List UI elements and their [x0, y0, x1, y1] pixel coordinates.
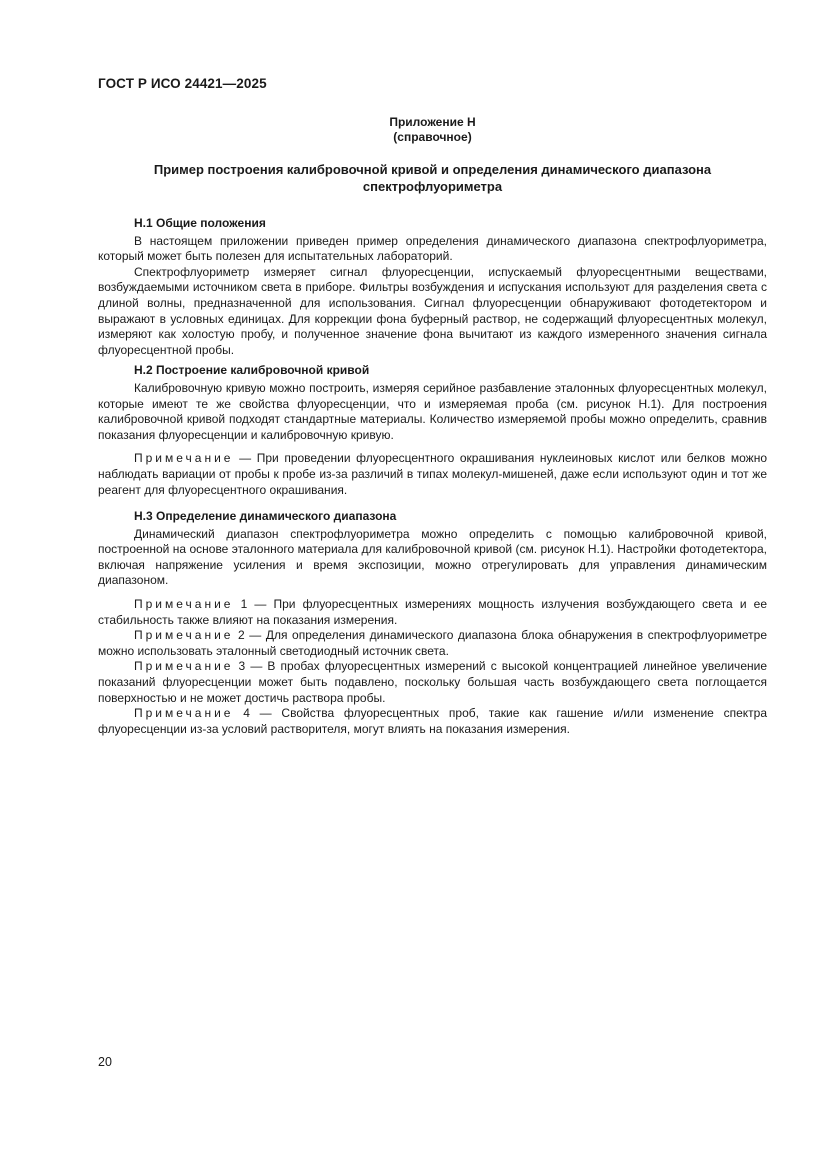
annex-title: Приложение Н	[389, 115, 476, 129]
note-text: — При проведении флуоресцентного окрашивания нуклеиновых кислот или белков можно наблюдать вариации от пробы к пробе из-за различий в типах молекул-мишеней, даже если используют один и тот же реагент для флуоресцентного окрашивания.	[98, 451, 767, 497]
note-text: 3 — В пробах флуоресцентных измерений с высокой концентрацией линейное увеличение показаний флуоресценции может быть подавлено, поскольку большая часть возбуждающего света поглощается поверхностью и не может достичь раствора пробы.	[98, 659, 767, 705]
note-label: Примечание	[134, 706, 234, 721]
page-title	[98, 161, 767, 195]
note-label: Примечание	[134, 628, 234, 643]
standard-header: ГОСТ Р ИСО 24421—2025	[98, 76, 267, 91]
note-text: 1 — При флуоресцентных измерениях мощность излучения возбуждающего света и ее стабильность также влияют на показания измерения.	[98, 597, 767, 627]
paragraph: Динамический диапазон спектрофлуориметра можно определить с помощью калибровочной кривой, построенной на основе эталонного материала для калибровочной кривой (см. рисунок Н.1). Настройки фотодетектора, включая напряжение усиления и время экспозиции, можно отрегулировать для управления динамическим диапазоном.	[98, 526, 767, 588]
note	[98, 659, 767, 706]
note-label: Примечание	[134, 659, 234, 674]
note-label: Примечание	[134, 451, 234, 466]
paragraph: Калибровочную кривую можно построить, измеряя серийное разбавление эталонных флуоресцентных молекул, которые имеют те же свойства флуоресценции, что и измеряемая проба (см. рисунок Н.1). Для построения калибровочной кривой подходят стандартные материалы. Количество измеряемой пробы можно определить, сравнив показания флуоресценции и калибровочную кривую.	[98, 380, 767, 442]
note	[98, 451, 767, 498]
page-title-line-1: Пример построения калибровочной кривой и определения динамического диапазона	[153, 162, 712, 177]
annex-heading	[98, 115, 767, 145]
note	[98, 597, 767, 628]
page-number: 20	[98, 1055, 112, 1069]
note-label: Примечание	[134, 597, 234, 612]
section-title-h1: Н.1 Общие положения	[134, 216, 266, 230]
note-text: 2 — Для определения динамического диапазона блока обнаружения в спектрофлуориметре можно использовать эталонный светодиодный источник света.	[98, 628, 767, 658]
section-title-h3: Н.3 Определение динамического диапазона	[134, 509, 397, 524]
page-title-line-2: спектрофлуориметра	[362, 179, 503, 194]
annex-type: (справочное)	[393, 130, 472, 144]
document-body	[98, 216, 767, 737]
paragraph: В настоящем приложении приведен пример определения динамического диапазона спектрофлуориметра, который может быть полезен для испытательных лабораторий.	[98, 233, 767, 264]
section-title-h2: Н.2 Построение калибровочной кривой	[134, 363, 370, 378]
paragraph: Спектрофлуориметр измеряет сигнал флуоресценции, испускаемый флуоресцентными веществами, возбуждаемыми источником света в приборе. Фильтры возбуждения и испускания используют для разделения света с длиной волны, предназначенной для использования. Сигнал флуоресценции обнаруживают фотодетектором и выражают в условных единицах. Для коррекции фона буферный раствор, не содержащий флуоресцентных молекул, измеряют как холостую пробу, и полученное значение фона вычитают из каждого измеренного значения сигнала флуоресцентной пробы.	[98, 264, 767, 357]
note-text: 4 — Свойства флуоресцентных проб, такие как гашение и/или изменение спектра флуоресценции из-за условий растворителя, могут влиять на показания измерения.	[98, 706, 767, 736]
note	[98, 628, 767, 659]
note	[98, 706, 767, 737]
